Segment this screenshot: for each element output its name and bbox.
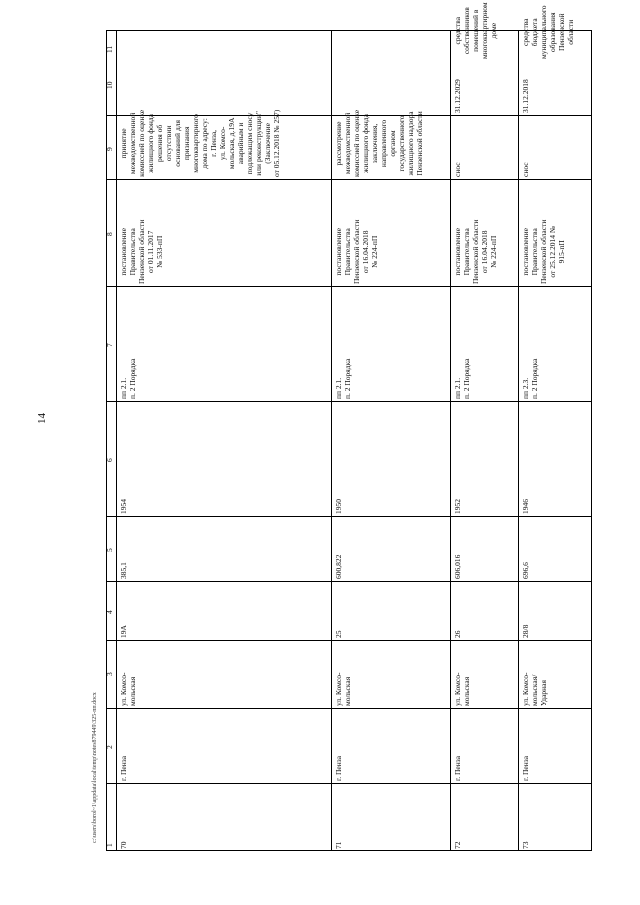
cell-line: жилищного фонда (361, 114, 370, 173)
cell-line: 1950 (334, 499, 343, 514)
cell-line: направленного (379, 119, 388, 168)
cell-line: ул. Комсо- (521, 672, 530, 706)
cell-line: помещений в (471, 9, 480, 52)
year-cell (521, 499, 530, 514)
cell-line: от 01.11.2017 (146, 230, 155, 273)
cell-line: межведомственной (128, 112, 137, 175)
cell-line: 25 (334, 630, 343, 638)
house-cell (521, 625, 530, 638)
deadline-cell (453, 79, 462, 113)
cell-line: Пензенской области (352, 219, 361, 284)
street-cell (334, 673, 352, 706)
decision-cell (334, 110, 424, 177)
cell-line: отсутствии (164, 125, 173, 162)
city-cell (119, 756, 128, 781)
cell-line: подлежащим сносу (245, 112, 254, 175)
house-cell (453, 631, 462, 639)
column-header: 1 (105, 843, 114, 847)
basis-cell (334, 359, 352, 399)
row-number (119, 842, 128, 850)
cell-line: от 16.04.2018 (480, 230, 489, 274)
cell-line: п. 2 Порядка (128, 358, 137, 399)
column-header: 4 (105, 610, 114, 614)
cell-line: 1952 (453, 499, 462, 514)
cell-line: 31.12.2029 (453, 79, 462, 113)
cell-line: (Заключение (263, 123, 272, 164)
cell-line: бюджета (530, 18, 539, 47)
cell-line: г. Пенза (334, 755, 343, 781)
cell-line: аварийным и (236, 122, 245, 165)
cell-line: г. Пенза, (209, 129, 218, 157)
row-number (453, 842, 462, 850)
cell-line: мольская/ (530, 674, 539, 706)
city-cell (453, 756, 462, 781)
cell-line: государственного (397, 115, 406, 172)
row-number (334, 842, 343, 850)
cell-line: от 25.12.2014 № (548, 226, 557, 278)
cell-line: пп 2.3. (521, 377, 530, 399)
cell-line: мольская (462, 676, 471, 706)
cell-line: снос (453, 162, 462, 177)
cell-line: 600,822 (334, 554, 343, 579)
cell-line: постановление (521, 228, 530, 276)
cell-line: постановление (119, 228, 128, 276)
cell-line: Правительства (343, 228, 352, 276)
cell-line: Правительства (128, 228, 137, 276)
cell-line: от 16.04.2018 (361, 230, 370, 274)
basis-cell (521, 359, 539, 399)
cell-line: Ударная (539, 680, 548, 706)
cell-line: 606,016 (453, 554, 462, 579)
city-cell (334, 756, 343, 781)
cell-line: Пензенской области (415, 111, 424, 176)
cell-line: 70 (119, 841, 128, 849)
rule (331, 31, 332, 850)
cell-line: органом (388, 130, 397, 157)
year-cell (119, 499, 128, 514)
data-table (105, 2, 592, 851)
cell-line: г. Пенза (453, 755, 462, 781)
cell-line: ул. Комсо- (119, 672, 128, 706)
year-cell (334, 499, 343, 514)
cell-line: мольская (343, 676, 352, 706)
cell-line: многоквартирном (480, 2, 489, 59)
cell-line: Пензенской области (137, 219, 146, 284)
cell-line: комиссией по оценке (137, 109, 146, 177)
column-header: 7 (105, 343, 114, 347)
cell-line: Пензенской области (471, 219, 480, 284)
funding-source-cell (521, 5, 575, 59)
column-header: 11 (105, 45, 114, 53)
cell-line: 26 (453, 630, 462, 638)
cell-line: № 533-пП (155, 235, 164, 268)
cell-line: п. 2 Порядка (462, 358, 471, 399)
cell-line: 73 (521, 841, 530, 849)
cell-line: ул. Комсо- (334, 672, 343, 706)
page-number: 14 (36, 413, 48, 424)
cell-line: мольская, д.19А (227, 117, 236, 170)
rule (450, 31, 451, 850)
cell-line: образования (548, 12, 557, 53)
cell-line: 1946 (521, 499, 530, 514)
cell-line: 696,6 (521, 562, 530, 579)
cell-line: № 224-пП (370, 235, 379, 268)
cell-line: постановление (334, 228, 343, 276)
basis-cell (119, 359, 137, 399)
street-cell (453, 673, 471, 706)
cell-line: 385,1 (119, 562, 128, 579)
cell-line: многоквартирного (191, 114, 200, 173)
rule (518, 31, 519, 850)
decision-cell (521, 162, 530, 177)
basis-cell (453, 359, 471, 399)
year-cell (453, 499, 462, 514)
cell-line: ул. Комсо- (218, 126, 227, 161)
decision-cell (119, 110, 281, 177)
cell-line: г. Пенза (521, 755, 530, 781)
decree-cell (334, 220, 379, 284)
cell-line: жилищного фонда (146, 114, 155, 173)
deadline-cell (521, 79, 530, 113)
street-cell (521, 673, 548, 706)
rule (116, 31, 117, 850)
cell-line: жилищного надзора (406, 111, 415, 176)
cell-line: постановление (453, 228, 462, 276)
cell-line: средства (453, 16, 462, 45)
cell-line: г. Пенза (119, 755, 128, 781)
file-path-footer: c:\users\borol~1\appdata\local\temp\notes879449\325-пп.docx (92, 692, 98, 843)
cell-line: доме (489, 22, 498, 39)
column-header: 9 (105, 147, 114, 151)
cell-line: принятие (119, 128, 128, 159)
column-header: 10 (105, 81, 114, 89)
column-header: 5 (105, 548, 114, 552)
column-header: 8 (105, 232, 114, 236)
cell-line: признания (182, 126, 191, 161)
cell-line: межведомственной (343, 112, 352, 175)
cell-line: собственников (462, 7, 471, 55)
cell-line: области (566, 19, 575, 45)
cell-line: 71 (334, 841, 343, 849)
column-header: 3 (105, 672, 114, 676)
cell-line: 72 (453, 841, 462, 849)
cell-line: решения об (155, 124, 164, 162)
cell-line: 19А (119, 625, 128, 638)
row-number (521, 842, 530, 850)
cell-line: Правительства (530, 228, 539, 276)
column-header: 6 (105, 458, 114, 462)
area-cell (521, 562, 530, 579)
cell-line: пп 2.1. (334, 377, 343, 399)
cell-line: от 05.12.2018 № 257) (272, 109, 281, 177)
cell-line: 915-пП (557, 240, 566, 264)
cell-line: п. 2 Порядка (343, 358, 352, 399)
cell-line: рассмотрение (334, 121, 343, 166)
column-header: 2 (105, 745, 114, 749)
funding-source-cell (453, 2, 498, 59)
decree-cell (119, 220, 164, 284)
cell-line: средства (521, 18, 530, 46)
cell-line: № 224-пП (489, 235, 498, 268)
cell-line: п. 2 Порядка (530, 358, 539, 399)
cell-line: или реконструкции" (254, 111, 263, 176)
cell-line: Пензенской (557, 13, 566, 51)
area-cell (119, 562, 128, 579)
cell-line: мольская (128, 676, 137, 706)
house-cell (119, 625, 128, 638)
cell-line: снос (521, 162, 530, 177)
cell-line: оснований для (173, 120, 182, 167)
cell-line: заключения, (370, 123, 379, 164)
cell-line: 28/8 (521, 624, 530, 638)
cell-line: комиссией по оценке (352, 109, 361, 177)
area-cell (334, 555, 343, 579)
cell-line: Правительства (462, 228, 471, 276)
cell-line: дома по адресу: (200, 118, 209, 169)
cell-line: ул. Комсо- (453, 672, 462, 706)
cell-line: пп 2.1. (453, 377, 462, 399)
cell-line: Пензенской области (539, 219, 548, 284)
cell-line: 31.12.2018 (521, 79, 530, 113)
decree-cell (453, 220, 498, 284)
area-cell (453, 555, 462, 579)
decision-cell (453, 162, 462, 177)
cell-line: 1954 (119, 499, 128, 514)
house-cell (334, 631, 343, 639)
city-cell (521, 756, 530, 781)
cell-line: муниципального (539, 5, 548, 59)
street-cell (119, 673, 137, 706)
cell-line: пп 2.1. (119, 377, 128, 399)
decree-cell (521, 220, 566, 284)
